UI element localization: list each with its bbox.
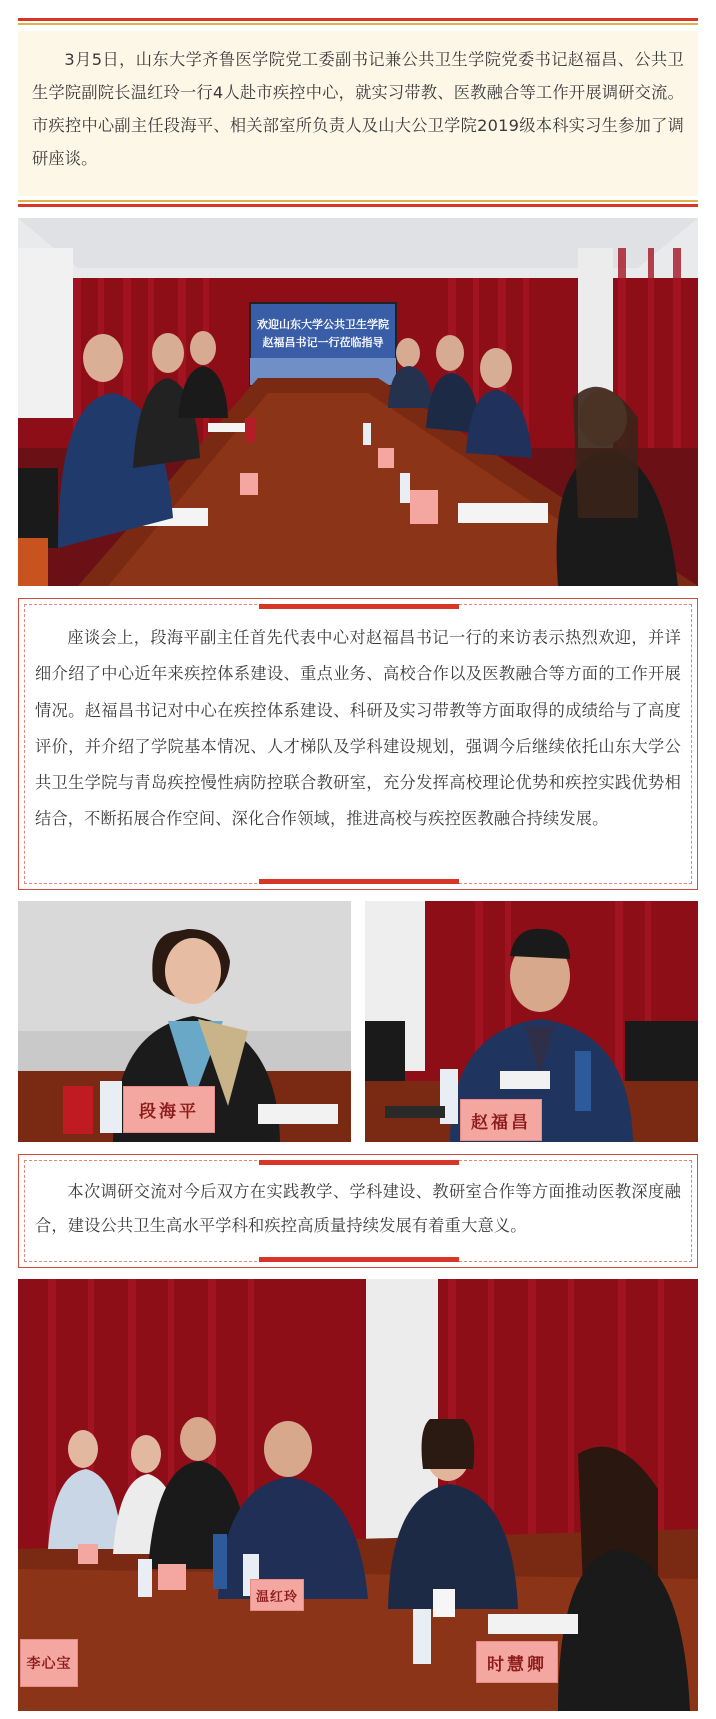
intro-bottom-rule-red bbox=[18, 204, 698, 207]
top-rule-red bbox=[18, 18, 698, 21]
screen-line1: 欢迎山东大学公共卫生学院 bbox=[257, 318, 389, 331]
significance-paragraph: 本次调研交流对今后双方在实践教学、学科建设、教研室合作等方面推动医教深度融合，建设公共卫生高水平学科和疾控高质量持续发展有着重大意义。 bbox=[35, 1182, 681, 1235]
nameplate-duan: 段海平 bbox=[123, 1086, 215, 1133]
meeting-room-photo bbox=[18, 218, 698, 586]
discussion-paragraph: 座谈会上，段海平副主任首先代表中心对赵福昌书记一行的来访表示热烈欢迎，并详细介绍了中心近年来疾控体系建设、重点业务、高校合作以及医教融合等方面的工作开展情况。赵福昌书记对中心在疾控体系建设、科研及实习带教等方面取得的成绩给与了高度评价，并介绍了学院基本情况、人才梯队及学科建设规划，强调今后继续依托山东大学公共卫生学院与青岛疾控慢性病防控联合教研室，充分发挥高校理论优势和疾控实践优势相结合，不断拓展合作空间、深化合作领域，推进高校与疾控医教融合持续发展。 bbox=[35, 628, 681, 829]
nameplate-zhao: 赵福昌 bbox=[460, 1099, 542, 1141]
top-rule-gold bbox=[18, 23, 698, 25]
significance-box-bottom-bar bbox=[259, 1257, 459, 1262]
intro-bottom-rule-gold bbox=[18, 200, 698, 202]
participants-photo bbox=[18, 1279, 698, 1711]
discussion-box bbox=[18, 598, 698, 890]
significance-box-top-bar bbox=[259, 1160, 459, 1165]
intro-paragraph: 3月5日，山东大学齐鲁医学院党工委副书记兼公共卫生学院党委书记赵福昌、公共卫生学院副院长温红玲一行4人赴市疾控中心，就实习带教、医教融合等工作开展调研交流。市疾控中心副主任段海平、相关部室所负责人及山大公卫学院2019级本科实习生参加了调研座谈。 bbox=[32, 50, 684, 168]
zhao-fuchang-photo bbox=[365, 901, 698, 1142]
nameplate-wen: 温红玲 bbox=[250, 1579, 304, 1611]
nameplate-shi: 时慧卿 bbox=[476, 1641, 558, 1683]
discussion-box-top-bar bbox=[259, 604, 459, 609]
intro-box bbox=[18, 31, 698, 196]
nameplate-li: 李心宝 bbox=[20, 1639, 78, 1687]
significance-box bbox=[18, 1154, 698, 1268]
meeting-room-illustration bbox=[18, 218, 698, 586]
discussion-box-bottom-bar bbox=[259, 879, 459, 884]
screen-line2: 赵福昌书记一行莅临指导 bbox=[262, 336, 384, 349]
duan-haiping-photo bbox=[18, 901, 351, 1142]
